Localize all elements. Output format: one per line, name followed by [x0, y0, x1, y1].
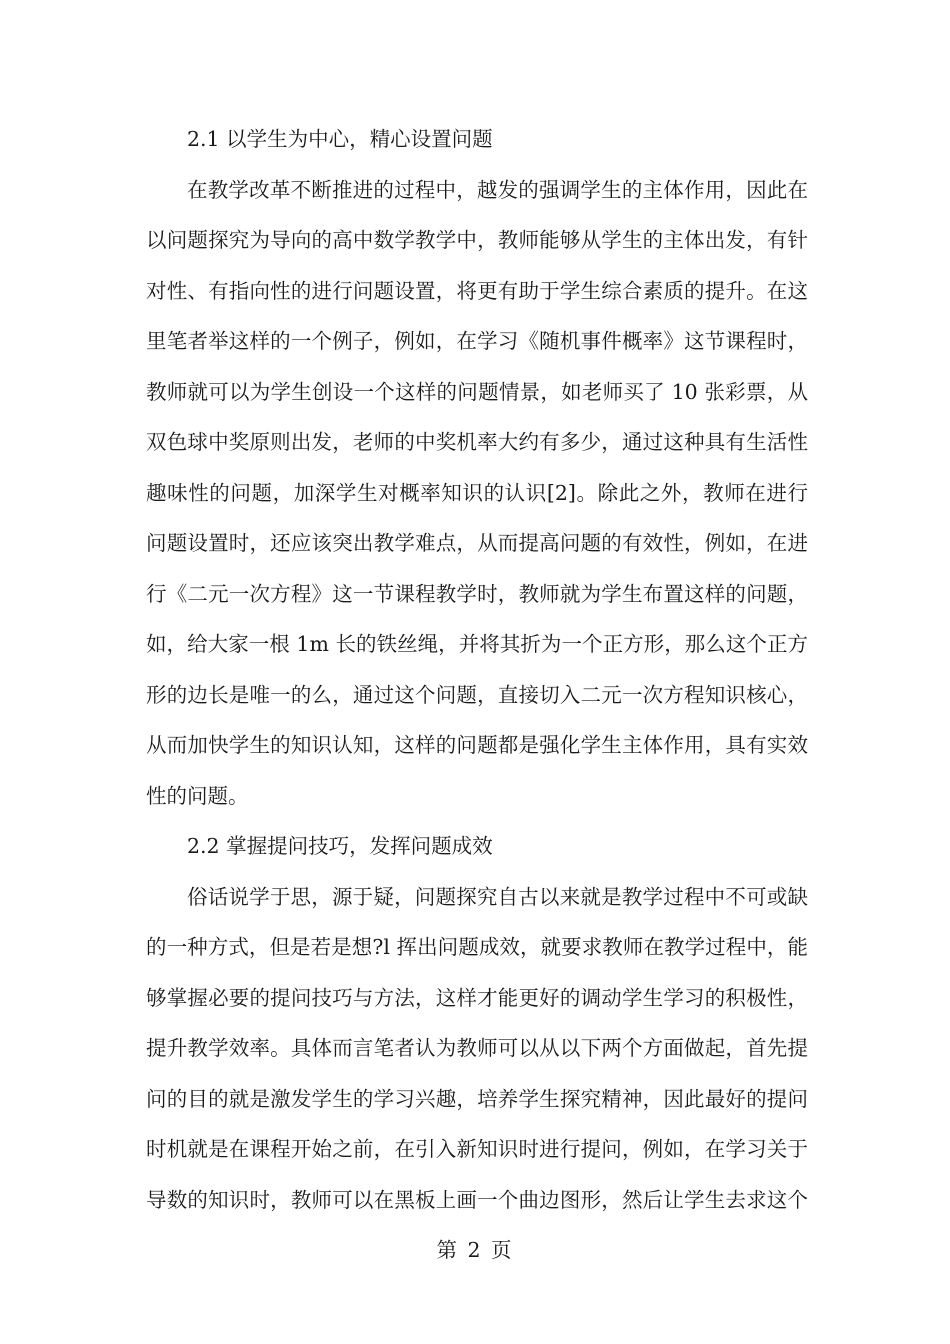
text-line: 问的目的就是激发学生的学习兴趣，培养学生探究精神，因此最好的提问 [146, 1086, 808, 1111]
text-line: 以问题探究为导向的高中数学教学中，教师能够从学生的主体出发，有针 [146, 228, 808, 252]
text-line: 问题设置时，还应该突出教学难点，从而提高问题的有效性，例如，在进 [146, 531, 808, 555]
text-line: 形的边长是唯一的么，通过这个问题，直接切入二元一次方程知识核心， [146, 682, 808, 707]
text-line: 里笔者举这样的一个例子，例如，在学习《随机事件概率》这节课程时， [146, 329, 808, 353]
text-line: 2.2 掌握提问技巧，发挥问题成效 [187, 834, 493, 858]
text-line: 教师就可以为学生创设一个这样的问题情景，如老师买了 10 张彩票，从 [146, 379, 808, 404]
text-line: 行《二元一次方程》这一节课程教学时，教师就为学生布置这样的问题， [146, 581, 808, 606]
text-line: 如，给大家一根 1m 长的铁丝绳，并将其折为一个正方形，那么这个正方 [146, 632, 808, 656]
text-line: 的一种方式，但是若是想?l 挥出问题成效，就要求教师在教学过程中，能 [146, 935, 808, 959]
text-line: 在教学改革不断推进的过程中，越发的强调学生的主体作用，因此在 [187, 177, 808, 202]
text-line: 双色球中奖原则出发，老师的中奖机率大约有多少，通过这种具有生活性 [146, 430, 808, 454]
text-line: 提升教学效率。具体而言笔者认为教师可以从以下两个方面做起，首先提 [146, 1036, 808, 1060]
text-line: 俗话说学于思，源于疑，问题探究自古以来就是教学过程中不可或缺 [187, 884, 808, 909]
text-line: 从而加快学生的知识认知，这样的问题都是强化学生主体作用，具有实效 [146, 733, 808, 757]
text-line: 对性、有指向性的进行问题设置，将更有助于学生综合素质的提升。在这 [146, 278, 808, 303]
text-line: 够掌握必要的提问技巧与方法，这样才能更好的调动学生学习的积极性， [146, 985, 808, 1010]
text-line: 性的问题。 [146, 783, 249, 808]
text-line: 时机就是在课程开始之前，在引入新知识时进行提问，例如，在学习关于 [146, 1137, 808, 1161]
page-number: 第 2 页 [436, 1238, 514, 1262]
text-line: 趣味性的问题，加深学生对概率知识的认识[2]。除此之外，教师在进行 [146, 480, 808, 505]
text-line: 2.1 以学生为中心，精心设置问题 [187, 127, 493, 151]
text-line: 导数的知识时，教师可以在黑板上画一个曲边图形，然后让学生去求这个 [146, 1187, 808, 1212]
document-body [146, 114, 808, 1225]
